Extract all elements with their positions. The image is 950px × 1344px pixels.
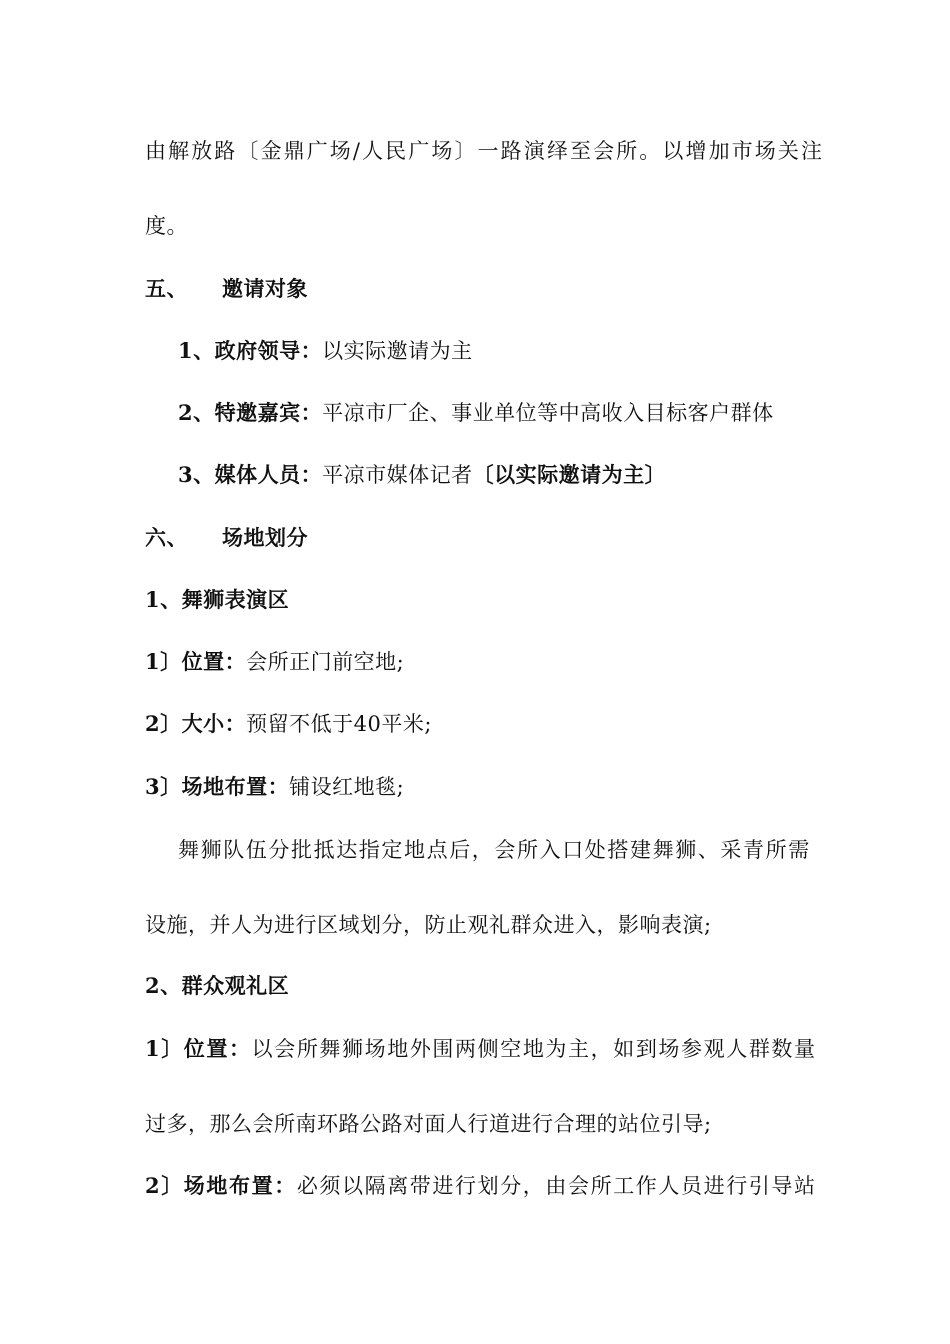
section-number: 六、: [145, 525, 188, 550]
item-text: 平凉市厂企、事业单位等中高收入目标客户群体: [322, 401, 774, 425]
item-note: 〔以实际邀请为主〕: [472, 462, 667, 487]
item-text: 会所正门前空地;: [246, 650, 405, 674]
invitee-item-guests: [178, 399, 774, 427]
spectator-area-layout: [145, 1172, 817, 1200]
section-heading-venue-division: [145, 524, 308, 552]
section-number: 五、: [145, 276, 188, 301]
section-title: 邀请对象: [222, 276, 308, 301]
item-label: 3、媒体人员：: [178, 462, 323, 487]
spectator-area-location: [145, 1035, 817, 1063]
lion-area-layout: [145, 773, 404, 801]
item-text: 必须以隔离带进行划分，由会所工作人员进行引导站: [296, 1174, 817, 1198]
invitee-item-media: [178, 461, 666, 489]
item-label: 2、特邀嘉宾：: [178, 400, 323, 425]
item-label: 2〕场地布置：: [145, 1173, 297, 1198]
invitee-item-government: [178, 337, 473, 365]
subheading-lion-dance-area: 1、舞狮表演区: [145, 587, 290, 612]
paragraph-lion-area-setup: 舞狮队伍分批抵达指定地点后，会所入口处搭建舞狮、采青所需: [178, 838, 811, 862]
item-text: 以实际邀请为主: [322, 339, 473, 363]
subheading-spectator-area: 2、群众观礼区: [145, 973, 290, 998]
item-label: 3〕场地布置：: [145, 774, 290, 799]
item-text: 铺设红地毯;: [289, 775, 405, 799]
paragraph-lion-area-setup-continued: 设施，并人为进行区域划分，防止观礼群众进入，影响表演;: [145, 913, 712, 937]
item-text: 以会所舞狮场地外围两侧空地为主，如到场参观人群数量: [251, 1037, 817, 1061]
item-text: 预留不低于40平米;: [246, 712, 432, 736]
section-title: 场地划分: [222, 525, 308, 550]
lion-area-size: [145, 710, 432, 738]
item-label: 2〕大小：: [145, 711, 247, 736]
lion-area-location: [145, 648, 404, 676]
item-label: 1〕位置：: [145, 649, 247, 674]
paragraph-route-text-continued: 度。: [145, 214, 188, 238]
item-label: 1、政府领导：: [178, 338, 323, 363]
item-label: 1〕位置：: [145, 1036, 252, 1061]
spectator-area-location-continued: 过多，那么会所南环路公路对面人行道进行合理的站位引导;: [145, 1112, 712, 1136]
item-text: 平凉市媒体记者: [322, 463, 473, 487]
paragraph-route-text: 由解放路〔金鼎广场/人民广场〕一路演绎至会所。以增加市场关注: [145, 139, 825, 163]
section-heading-invitees: [145, 275, 308, 303]
